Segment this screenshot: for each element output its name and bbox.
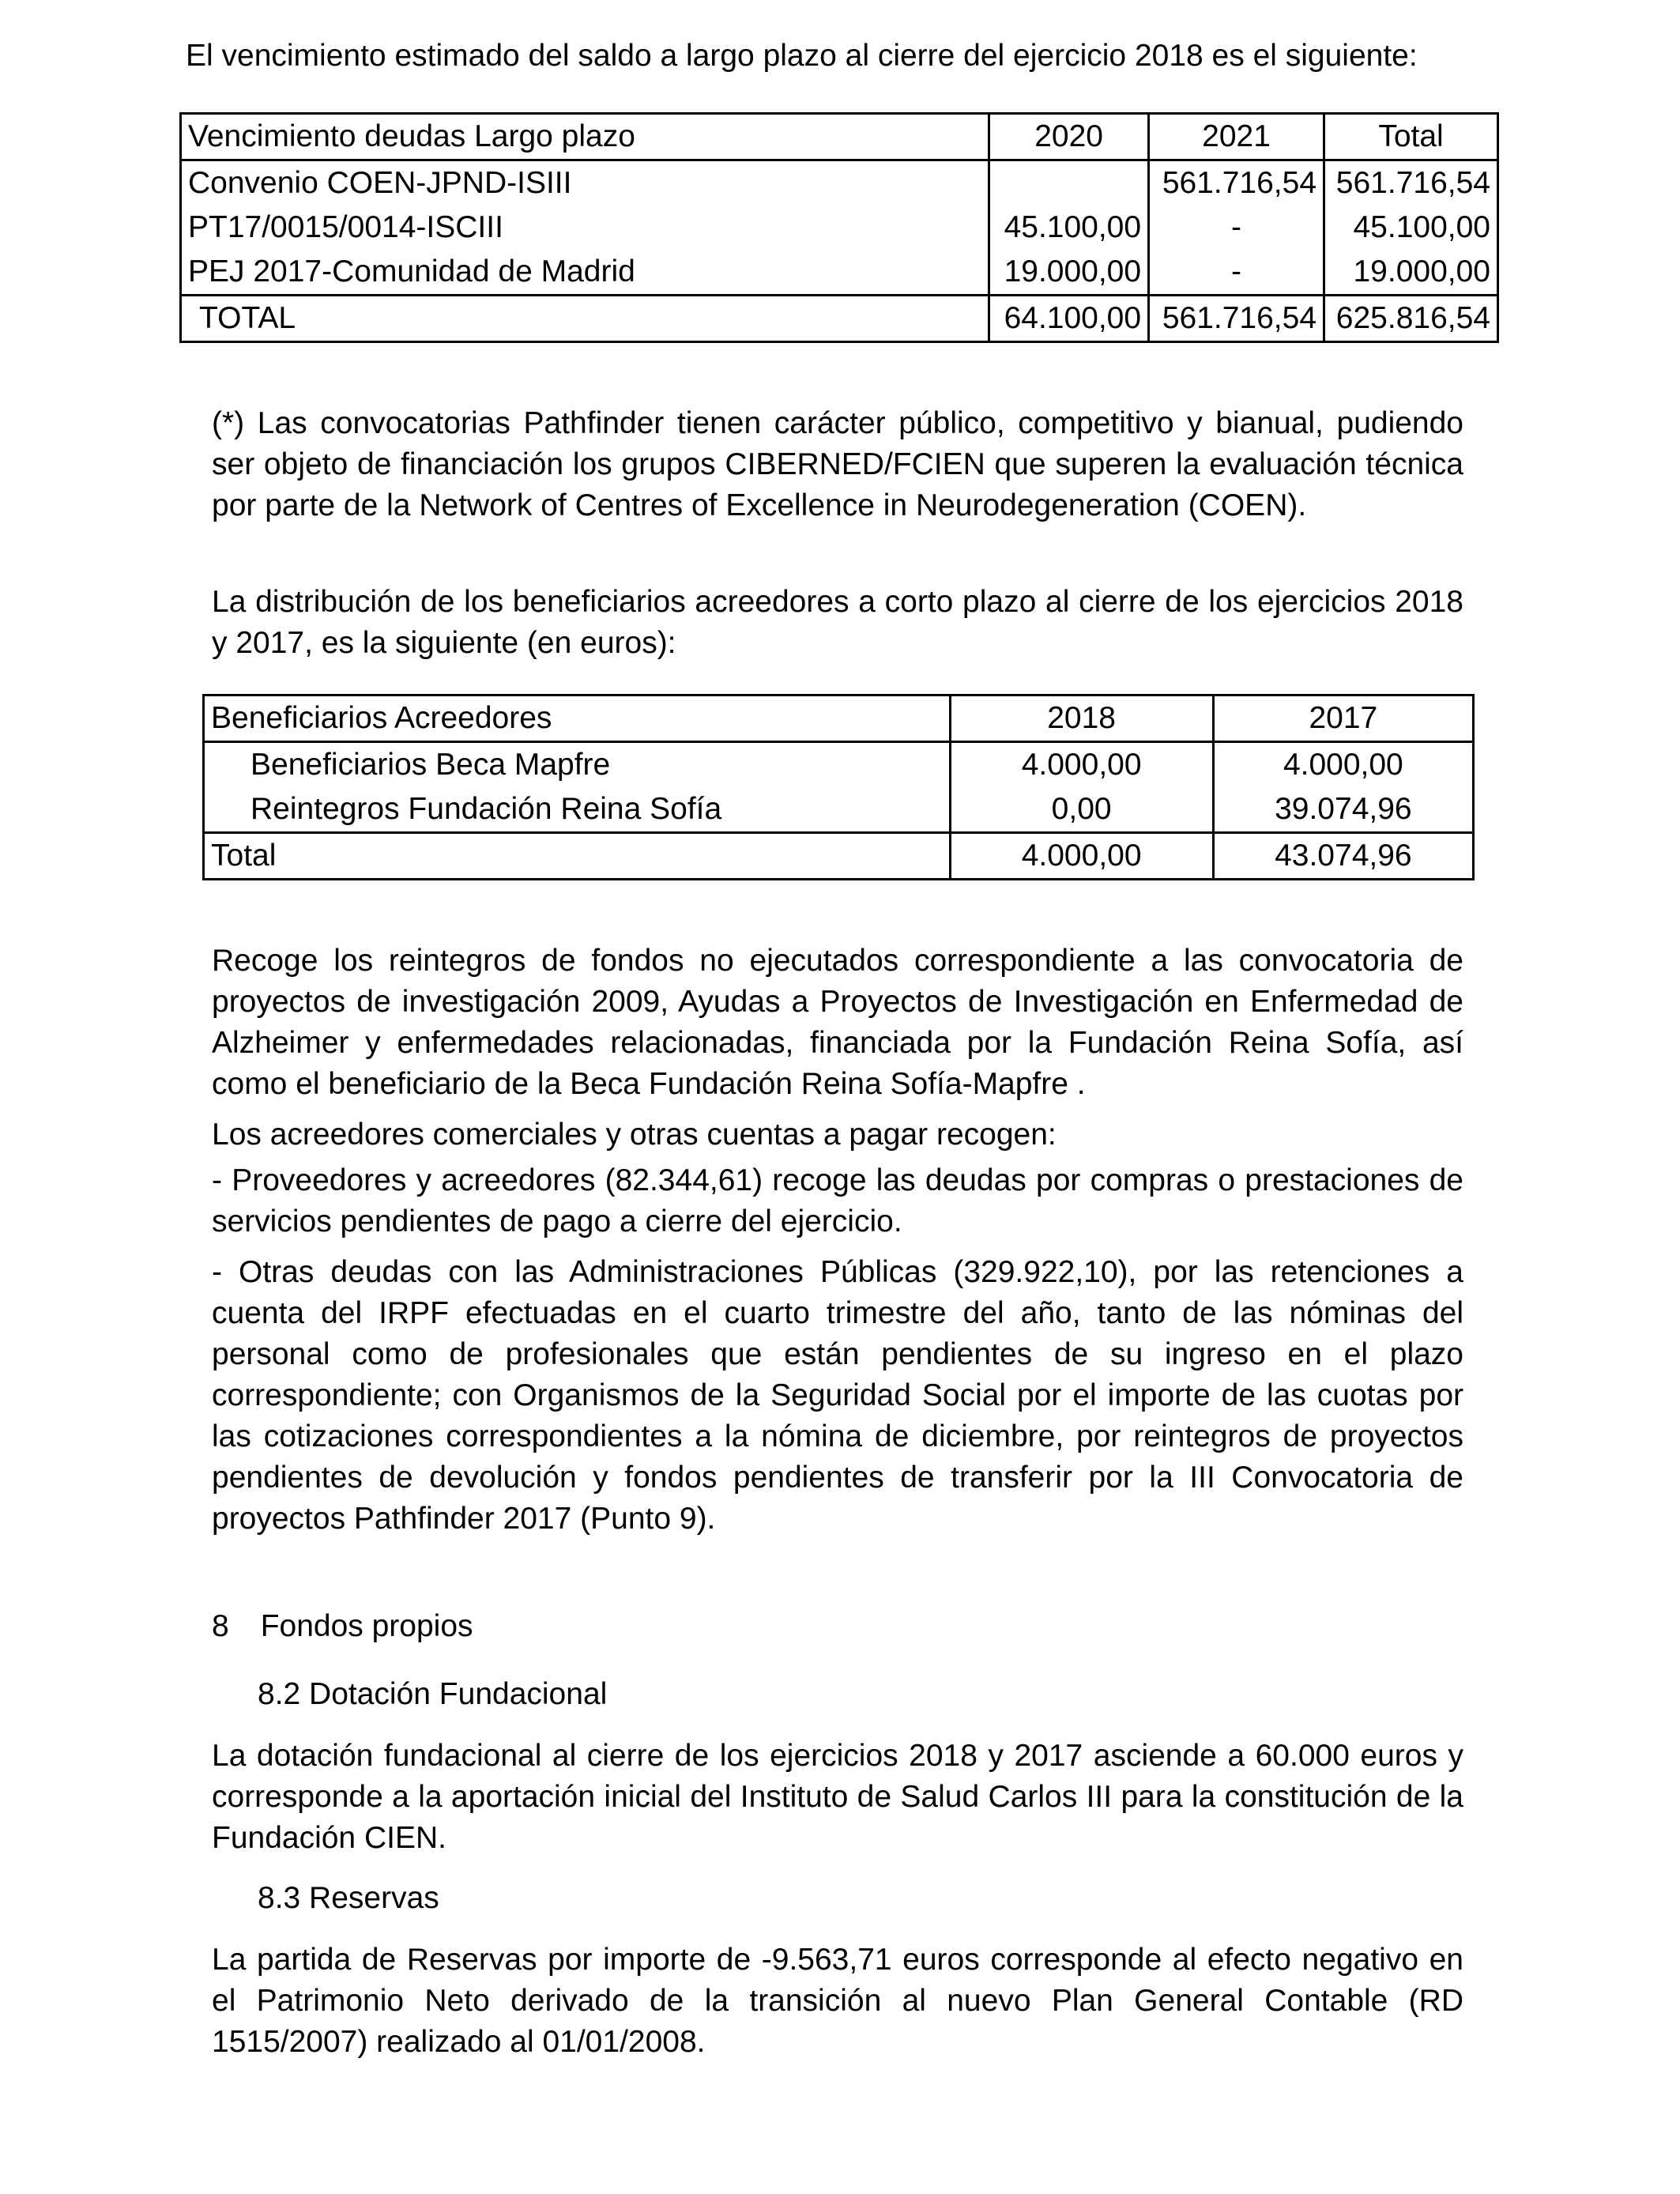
row-label: PEJ 2017-Comunidad de Madrid xyxy=(181,250,989,296)
total-row xyxy=(181,296,1498,342)
header-cell: Beneficiarios Acreedores xyxy=(204,696,951,742)
table-row xyxy=(181,160,1498,206)
row-label: Convenio COEN-JPND-ISIII xyxy=(181,160,989,206)
table-row xyxy=(181,250,1498,296)
cell-value: 561.716,54 xyxy=(1324,160,1498,206)
cell-value: - xyxy=(1149,205,1324,250)
section-8-2-heading: 8.2 Dotación Fundacional xyxy=(258,1677,608,1711)
table-row xyxy=(181,205,1498,250)
table-header-row xyxy=(181,114,1498,160)
cell-value: 4.000,00 xyxy=(950,742,1213,788)
para-otras-deudas: - Otras deudas con las Administraciones Públicas (329.922,10), por las retenciones a cuenta del IRPF efectuadas en el cuarto trimestre del año, tanto de las nóminas del personal como de profesionales que están pendientes de su ingreso en el plazo correspondiente; con Organismos de la Seguridad Social por el importe de las cuotas por las cotizaciones correspondientes a la nómina de diciembre, por reintegros de proyectos pendientes de devolución y fondos pendientes de transferir por la III Convocatoria de proyectos Pathfinder 2017 (Punto 9). xyxy=(212,1255,1463,1536)
para-acreedores: Los acreedores comerciales y otras cuentas a pagar recogen: xyxy=(212,1118,1057,1152)
table-row xyxy=(204,742,1474,788)
row-label: Beneficiarios Beca Mapfre xyxy=(204,742,951,788)
section-8-heading xyxy=(212,1606,473,1647)
para-reintegros: Recoge los reintegros de fondos no ejecutados correspondiente a las convocatoria de proyectos de investigación 2009, Ayudas a Proyectos de Investigación en Enfermedad de Alzheimer y enfermedades relacionadas, financiada por la Fundación Reina Sofía, así como el beneficiario de la Beca Fundación Reina Sofía-Mapfre . xyxy=(212,944,1463,1101)
row-label: PT17/0015/0014-ISCIII xyxy=(181,205,989,250)
section-8-3-text: La partida de Reservas por importe de -9.563,71 euros corresponde al efecto negativo en el Patrimonio Neto derivado de la transición al nuevo Plan General Contable (RD 1515/2007) realizado al 01/01/2008. xyxy=(212,1943,1463,2059)
total-label: TOTAL xyxy=(181,296,989,342)
total-value: 625.816,54 xyxy=(1324,296,1498,342)
section-8-2-text: La dotación fundacional al cierre de los ejercicios 2018 y 2017 asciende a 60.000 euros y corresponde a la aportación inicial del Instituto de Salud Carlos III para la constitución de la Fundación CIEN. xyxy=(212,1739,1463,1855)
total-value: 4.000,00 xyxy=(950,833,1213,880)
total-value: 43.074,96 xyxy=(1213,833,1473,880)
long-term-debt-table xyxy=(179,112,1499,343)
cell-value: 561.716,54 xyxy=(1149,160,1324,206)
header-cell: Total xyxy=(1324,114,1498,160)
header-cell: 2021 xyxy=(1149,114,1324,160)
short-term-beneficiaries-table xyxy=(202,694,1475,880)
table-header-row xyxy=(204,696,1474,742)
intro-line: El vencimiento estimado del saldo a largo plazo al cierre del ejercicio 2018 es el siguiente: xyxy=(186,39,1418,73)
total-value: 561.716,54 xyxy=(1149,296,1324,342)
cell-value: 19.000,00 xyxy=(1324,250,1498,296)
header-cell: Vencimiento deudas Largo plazo xyxy=(181,114,989,160)
cell-value: 39.074,96 xyxy=(1213,787,1473,833)
total-row xyxy=(204,833,1474,880)
cell-value: 4.000,00 xyxy=(1213,742,1473,788)
section-8-3-heading: 8.3 Reservas xyxy=(258,1881,439,1915)
cell-value: - xyxy=(1149,250,1324,296)
table-row xyxy=(204,787,1474,833)
cell-value xyxy=(989,160,1149,206)
para-distribucion: La distribución de los beneficiarios acreedores a corto plazo al cierre de los ejercicios 2018 y 2017, es la siguiente (en euros): xyxy=(212,585,1463,660)
total-label: Total xyxy=(204,833,951,880)
cell-value: 19.000,00 xyxy=(989,250,1149,296)
header-cell: 2018 xyxy=(950,696,1213,742)
header-cell: 2020 xyxy=(989,114,1149,160)
para-proveedores: - Proveedores y acreedores (82.344,61) recoge las deudas por compras o prestaciones de servicios pendientes de pago a cierre del ejercicio. xyxy=(212,1163,1463,1238)
cell-value: 45.100,00 xyxy=(1324,205,1498,250)
header-cell: 2017 xyxy=(1213,696,1473,742)
total-value: 64.100,00 xyxy=(989,296,1149,342)
cell-value: 45.100,00 xyxy=(989,205,1149,250)
note-pathfinder: (*) Las convocatorias Pathfinder tienen carácter público, competitivo y bianual, pudiendo ser objeto de financiación los grupos CIBERNED/FCIEN que superen la evaluación técnica por parte de la Network of Centres of Excellence in Neurodegeneration (COEN). xyxy=(212,406,1463,522)
row-label: Reintegros Fundación Reina Sofía xyxy=(204,787,951,833)
section-number: 8 xyxy=(212,1609,229,1643)
cell-value: 0,00 xyxy=(950,787,1213,833)
section-title: Fondos propios xyxy=(260,1609,473,1643)
